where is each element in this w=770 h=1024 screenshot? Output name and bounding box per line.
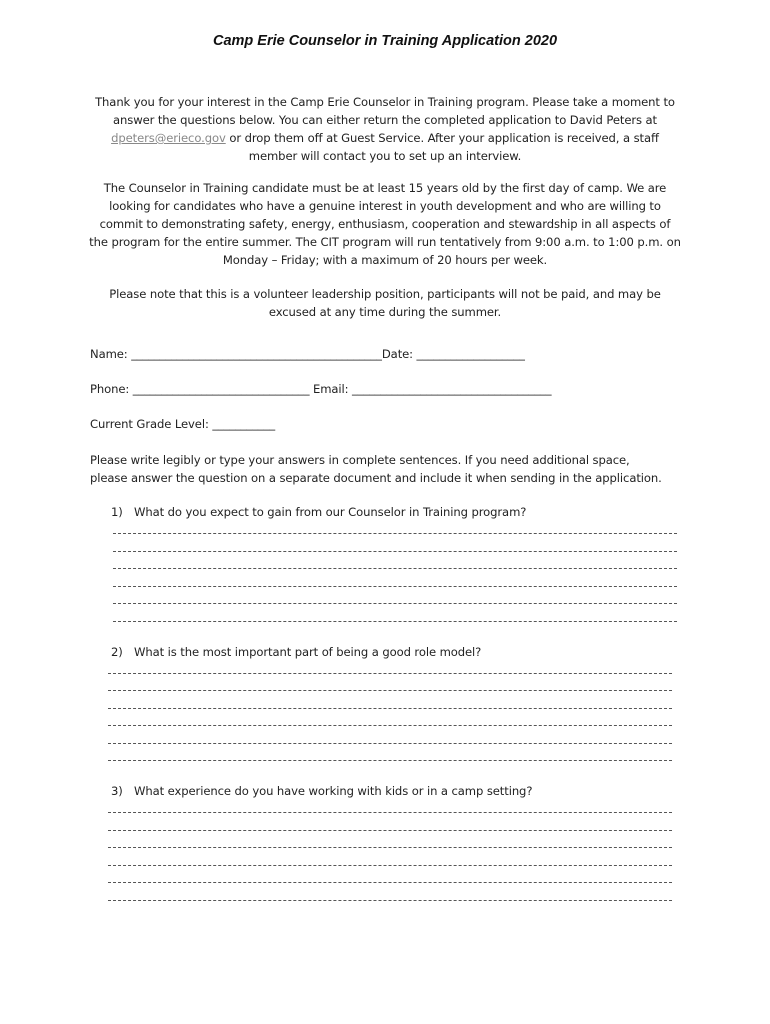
instructions <box>90 451 680 487</box>
requirements-line: looking for candidates who have a genuine interest in youth development and who are willing to <box>109 199 661 213</box>
intro-line: answer the questions below. You can either return the completed application to David Peters at <box>113 113 657 127</box>
answer-line[interactable] <box>108 830 672 831</box>
answer-line[interactable] <box>108 882 672 883</box>
answer-line[interactable] <box>113 568 677 569</box>
requirements-line: commit to demonstrating safety, energy, enthusiasm, cooperation and stewardship in all aspects of <box>99 217 671 231</box>
requirements-line: Monday – Friday; with a maximum of 20 hours per week. <box>222 253 548 267</box>
answer-line[interactable] <box>113 551 677 552</box>
question-3 <box>111 784 532 798</box>
answer-line[interactable] <box>108 673 672 674</box>
question-text: What is the most important part of being a good role model? <box>134 645 482 659</box>
answer-line[interactable] <box>113 586 677 587</box>
answer-line[interactable] <box>108 708 672 709</box>
answer-line[interactable] <box>108 865 672 866</box>
answer-line[interactable] <box>113 621 677 622</box>
requirements-paragraph <box>86 179 684 269</box>
question-text: What do you expect to gain from our Counselor in Training program? <box>134 505 527 519</box>
intro-line: member will contact you to set up an interview. <box>248 149 522 163</box>
volunteer-note-line: excused at any time during the summer. <box>268 305 502 319</box>
answer-line[interactable] <box>108 847 672 848</box>
question-text: What experience do you have working with kids or in a camp setting? <box>134 784 533 798</box>
intro-paragraph <box>86 93 684 165</box>
question-1 <box>111 505 526 519</box>
page-title: Camp Erie Counselor in Training Application 2020 <box>212 33 558 49</box>
volunteer-note <box>86 285 684 321</box>
grade-level-field[interactable]: Current Grade Level: ___________ <box>90 417 276 431</box>
question-number: 2) <box>111 645 123 659</box>
answer-line[interactable] <box>113 603 677 604</box>
volunteer-note-line: Please note that this is a volunteer leadership position, participants will not be paid, and may be <box>109 287 661 301</box>
answer-line[interactable] <box>108 760 672 761</box>
answer-line[interactable] <box>108 725 672 726</box>
intro-line <box>86 129 684 147</box>
requirements-line: The Counselor in Training candidate must be at least 15 years old by the first day of camp. We are <box>103 181 667 195</box>
answer-line[interactable] <box>108 812 672 813</box>
answer-line[interactable] <box>108 743 672 744</box>
name-date-field[interactable]: Name: ____________________________________________Date: ___________________ <box>90 347 525 361</box>
answer-line[interactable] <box>113 533 677 534</box>
phone-email-field[interactable]: Phone: _______________________________ Email: ___________________________________ <box>90 382 552 396</box>
requirements-line: the program for the entire summer. The CIT program will run tentatively from 9:00 a.m. to 1:00 p.m. on <box>89 235 681 249</box>
instructions-line: please answer the question on a separate document and include it when sending in the application. <box>90 471 662 485</box>
intro-line-rest: or drop them off at Guest Service. After your application is received, a staff <box>225 131 659 145</box>
instructions-line: Please write legibly or type your answers in complete sentences. If you need additional space, <box>90 453 630 467</box>
question-number: 1) <box>111 505 123 519</box>
question-2 <box>111 645 481 659</box>
question-number: 3) <box>111 784 123 798</box>
answer-line[interactable] <box>108 690 672 691</box>
intro-line: Thank you for your interest in the Camp Erie Counselor in Training program. Please take a moment to <box>95 95 675 109</box>
email-link[interactable]: dpeters@erieco.gov <box>111 131 226 145</box>
answer-line[interactable] <box>108 900 672 901</box>
